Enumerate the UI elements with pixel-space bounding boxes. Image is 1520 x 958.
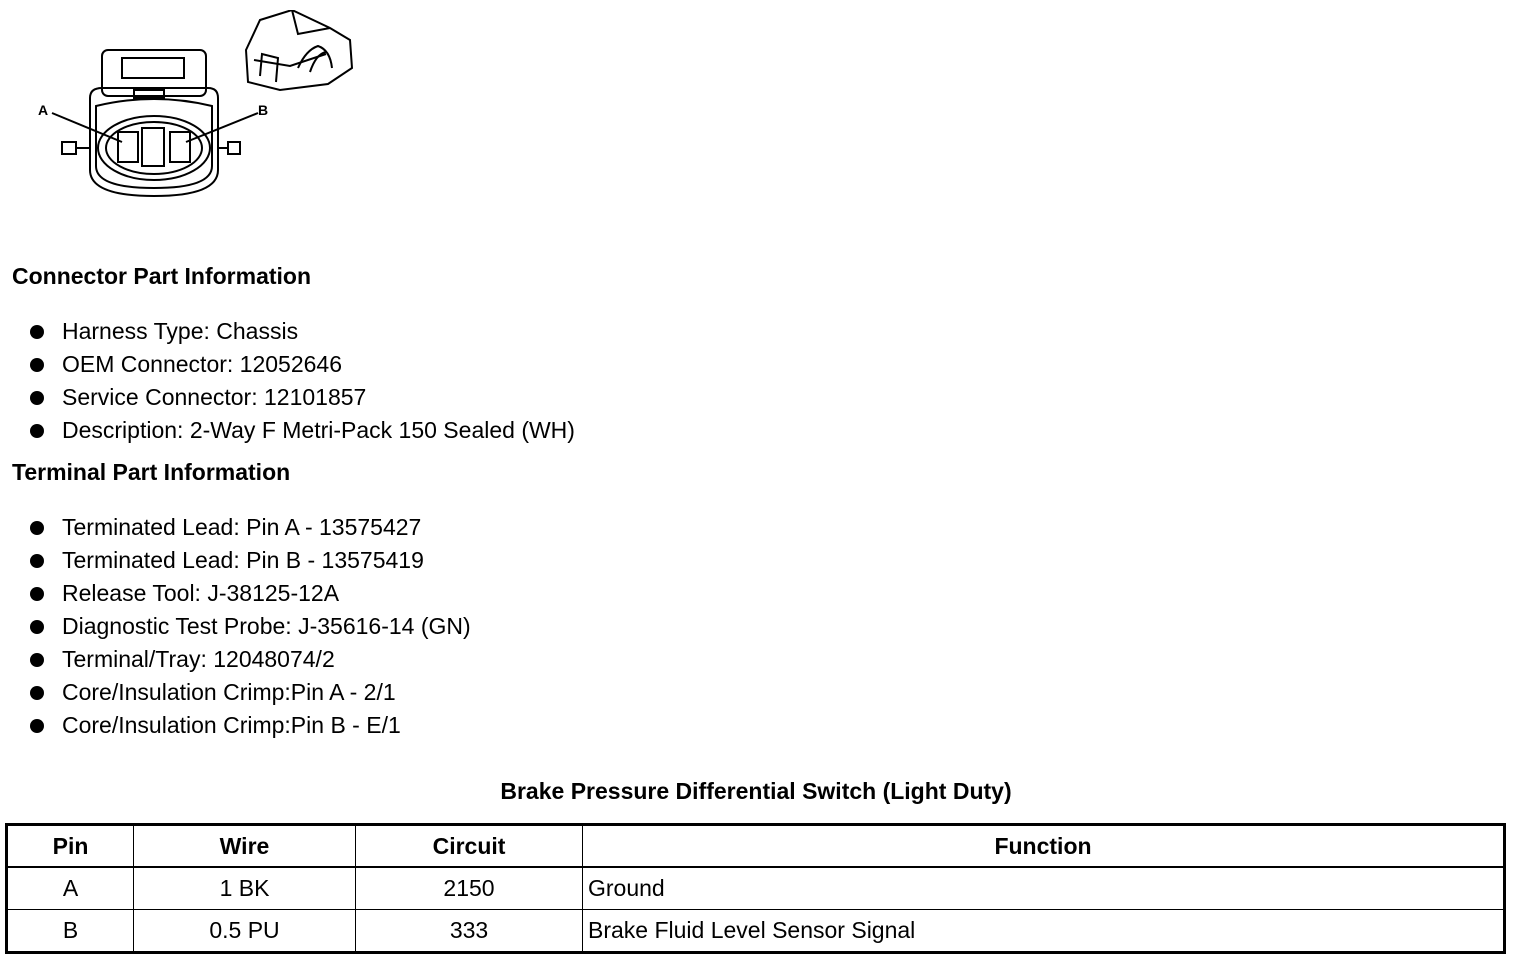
list-item: Core/Insulation Crimp:Pin B - E/1 — [28, 709, 471, 742]
list-item: Core/Insulation Crimp:Pin A - 2/1 — [28, 676, 471, 709]
connector-diagram — [30, 10, 380, 210]
connector-section-title: Connector Part Information — [12, 263, 312, 289]
bullet-icon — [30, 325, 44, 339]
bullet-icon — [30, 358, 44, 372]
table-row — [7, 867, 1505, 910]
cell-wire: 0.5 PU — [134, 910, 356, 953]
pin-a-label: A — [38, 102, 49, 118]
cell-function: Ground — [583, 867, 1505, 910]
list-item: Diagnostic Test Probe: J-35616-14 (GN) — [28, 610, 471, 643]
cell-function: Brake Fluid Level Sensor Signal — [583, 910, 1505, 953]
bullet-icon — [30, 391, 44, 405]
header-wire: Wire — [134, 825, 356, 868]
list-item: Harness Type: Chassis — [28, 315, 575, 348]
cell-circuit: 2150 — [356, 867, 583, 910]
connector-info-list — [28, 315, 575, 447]
pin-b-label: B — [258, 102, 269, 118]
connector-face-drawing — [52, 10, 352, 196]
terminal-info-list — [28, 511, 471, 742]
list-item: Description: 2-Way F Metri-Pack 150 Sealed (WH) — [28, 414, 575, 447]
bullet-icon — [30, 587, 44, 601]
list-item: OEM Connector: 12052646 — [28, 348, 575, 381]
bullet-icon — [30, 424, 44, 438]
header-pin: Pin — [7, 825, 134, 868]
table-row — [7, 910, 1505, 953]
bullet-icon — [30, 521, 44, 535]
bullet-icon — [30, 719, 44, 733]
bullet-icon — [30, 554, 44, 568]
table-header-row — [7, 825, 1505, 868]
list-item: Service Connector: 12101857 — [28, 381, 575, 414]
list-item: Terminated Lead: Pin A - 13575427 — [28, 511, 471, 544]
terminal-section-title: Terminal Part Information — [12, 459, 291, 485]
list-item: Terminated Lead: Pin B - 13575419 — [28, 544, 471, 577]
header-circuit: Circuit — [356, 825, 583, 868]
bullet-icon — [30, 653, 44, 667]
cell-pin: B — [7, 910, 134, 953]
bullet-icon — [30, 686, 44, 700]
cell-pin: A — [7, 867, 134, 910]
bullet-icon — [30, 620, 44, 634]
pin-table — [5, 823, 1506, 954]
header-function: Function — [583, 825, 1505, 868]
list-item: Terminal/Tray: 12048074/2 — [28, 643, 471, 676]
list-item: Release Tool: J-38125-12A — [28, 577, 471, 610]
table-title: Brake Pressure Differential Switch (Light Duty) — [500, 778, 1012, 804]
cell-circuit: 333 — [356, 910, 583, 953]
cell-wire: 1 BK — [134, 867, 356, 910]
